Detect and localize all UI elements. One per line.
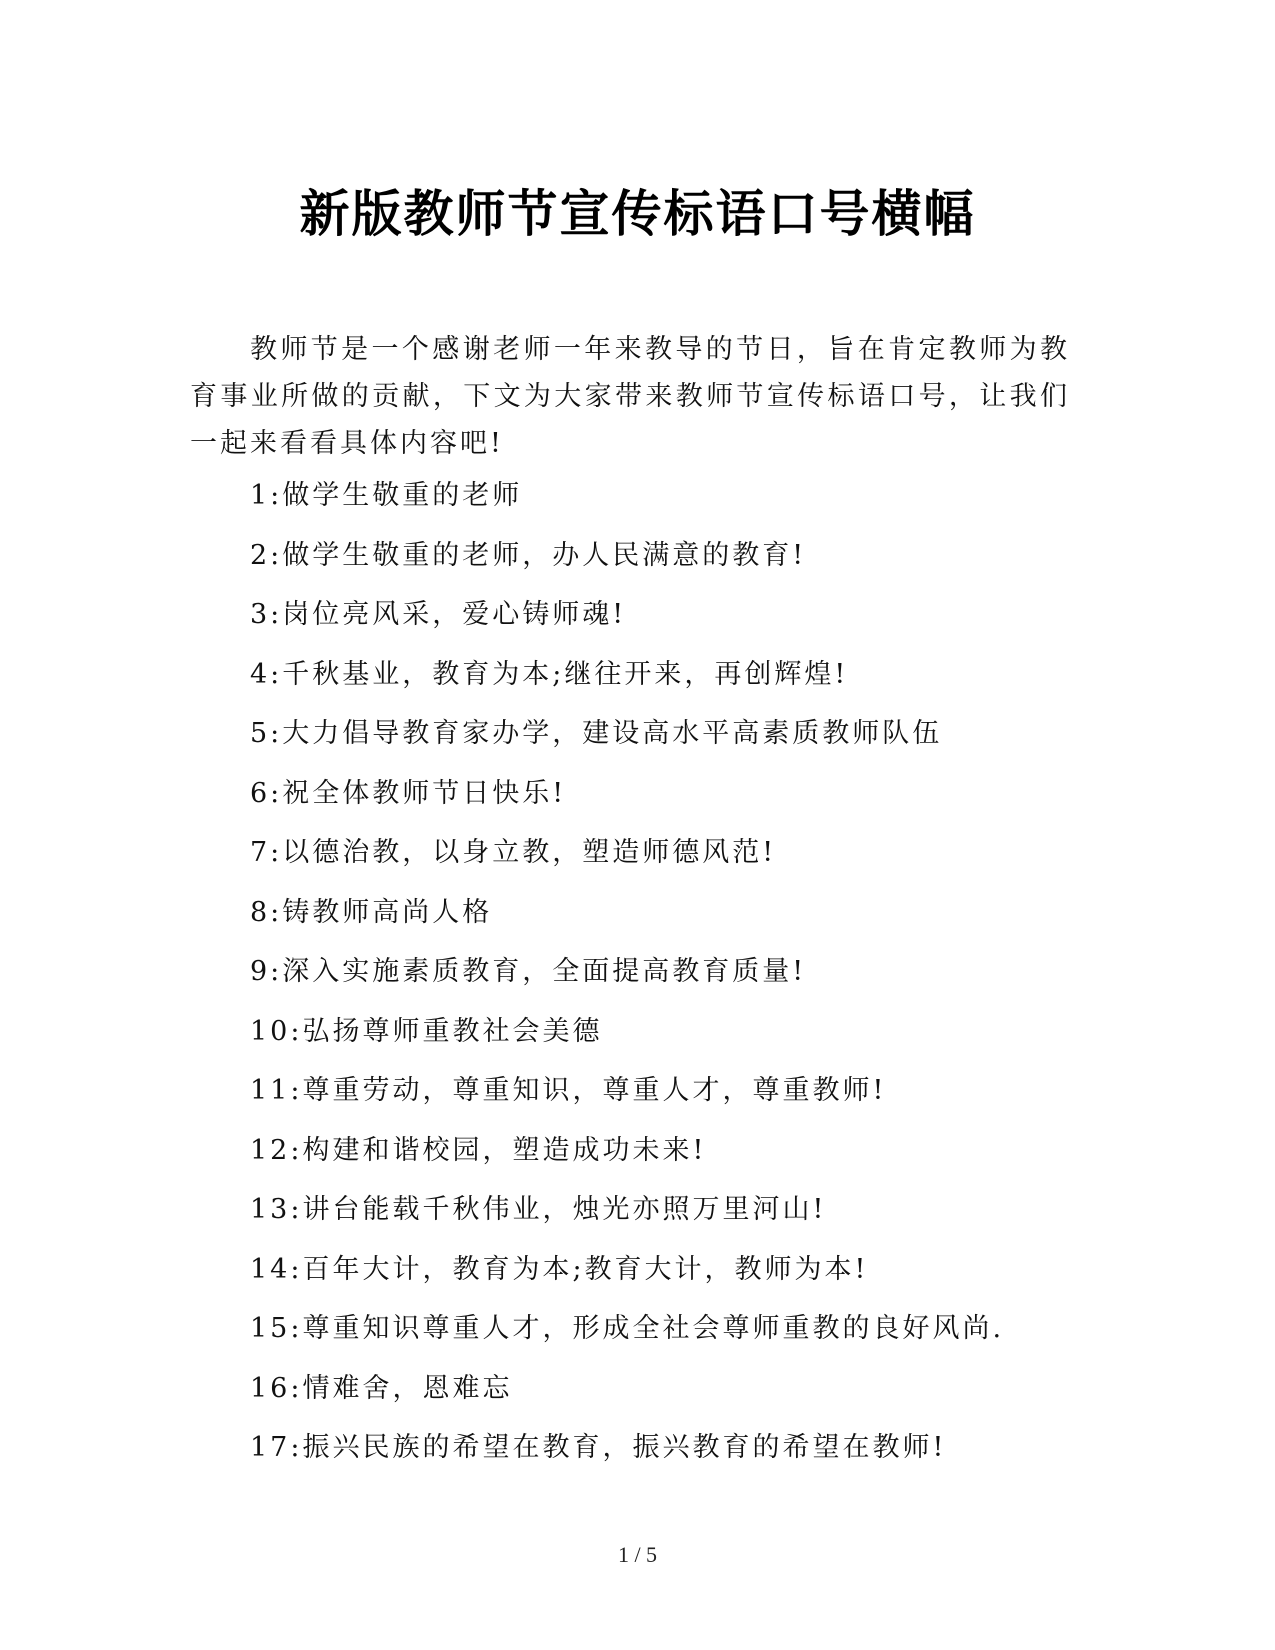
slogan-item: 16:情难舍，恩难忘 xyxy=(250,1372,513,1404)
document-title: 新版教师节宣传标语口号横幅 xyxy=(299,183,976,243)
slogan-item: 17:振兴民族的希望在教育，振兴教育的希望在教师! xyxy=(250,1432,947,1463)
slogan-item: 10:弘扬尊师重教社会美德 xyxy=(250,1015,603,1047)
slogan-item: 11:尊重劳动，尊重知识，尊重人才，尊重教师! xyxy=(250,1075,887,1106)
slogan-item: 12:构建和谐校园，塑造成功未来! xyxy=(250,1134,707,1166)
slogan-list xyxy=(250,476,1150,1488)
slogan-item: 14:百年大计，教育为本;教育大计，教师为本! xyxy=(250,1253,869,1285)
slogan-item: 9:深入实施素质教育，全面提高教育质量! xyxy=(250,956,807,987)
slogan-item: 2:做学生敬重的老师，办人民满意的教育! xyxy=(250,539,807,571)
slogan-item: 5:大力倡导教育家办学，建设高水平高素质教师队伍 xyxy=(250,718,943,749)
intro-paragraph: 教师节是一个感谢老师一年来教导的节日，旨在肯定教师为教育事业所做的贡献，下文为大家带来教师节宣传标语口号，让我们一起来看看具体内容吧! xyxy=(190,334,1070,459)
slogan-item: 4:千秋基业，教育为本;继往开来，再创辉煌! xyxy=(250,658,849,690)
slogan-item: 1:做学生敬重的老师 xyxy=(250,480,523,511)
slogan-item: 7:以德治教，以身立教，塑造师德风范! xyxy=(250,837,777,868)
slogan-item: 8:铸教师高尚人格 xyxy=(250,896,493,928)
slogan-item: 6:祝全体教师节日快乐! xyxy=(250,777,567,809)
page-number: 1 / 5 xyxy=(617,1542,658,1567)
slogan-item: 13:讲台能载千秋伟业，烛光亦照万里河山! xyxy=(250,1194,827,1225)
slogan-item: 3:岗位亮风采，爱心铸师魂! xyxy=(250,599,627,630)
slogan-item: 15:尊重知识尊重人才，形成全社会尊师重教的良好风尚. xyxy=(250,1313,1005,1344)
